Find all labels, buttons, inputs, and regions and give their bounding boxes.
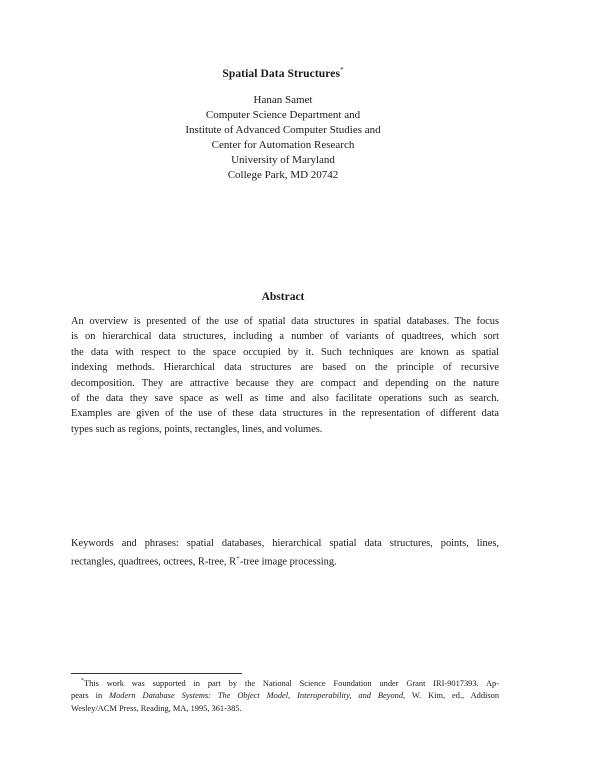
abstract-line: the data with respect to the space occupied by it. Such techniques are known as spatial — [71, 346, 499, 358]
abstract-line: indexing methods. Hierarchical data structures are based on the principle of recursive — [71, 362, 499, 374]
footnote-text: , W. Kim, ed., Addison — [403, 691, 500, 701]
author-block — [0, 93, 566, 183]
abstract-body — [71, 314, 499, 437]
footnote-line — [71, 675, 499, 690]
footnote — [71, 675, 499, 715]
footnote-line: Wesley/ACM Press, Reading, MA, 1995, 361-385. — [71, 703, 242, 713]
author-name: Hanan Samet — [253, 94, 313, 106]
keywords-text: -tree image processing. — [239, 556, 337, 568]
footnote-text: pears in — [71, 691, 110, 701]
abstract-line: Examples are given of the use of these data structures in the representation of different data — [71, 408, 499, 420]
abstract-line: of the data they save space as well as time and also facilitate operations such as search. — [71, 393, 499, 405]
title-footnote-mark: * — [340, 66, 344, 74]
footnote-text: This work was supported in part by the National Science Foundation under Grant IRI-9017393. Ap- — [84, 678, 499, 688]
abstract-line: decomposition. They are attractive because they are compact and depending on the nature — [71, 377, 499, 389]
affiliation-line: Computer Science Department and — [205, 109, 361, 121]
abstract-line: is on hierarchical data structures, including a number of variants of quadtrees, which sort — [71, 331, 499, 343]
abstract-line: types such as regions, points, rectangles, lines, and volumes. — [71, 423, 323, 435]
affiliation-line: College Park, MD 20742 — [227, 169, 339, 181]
keywords-line — [71, 551, 499, 570]
affiliation-line: Institute of Advanced Computer Studies and — [185, 124, 381, 136]
footnote-line — [71, 690, 499, 703]
footnote-rule — [71, 673, 242, 674]
footnote-mark: * — [81, 678, 84, 684]
abstract-line: An overview is presented of the use of spatial data structures in spatial databases. The focus — [71, 316, 499, 327]
paper-title-text: Spatial Data Structures — [222, 67, 341, 80]
abstract-heading: Abstract — [261, 291, 305, 303]
paper-title — [0, 66, 566, 80]
affiliation-line: Center for Automation Research — [211, 139, 355, 151]
keywords-block — [71, 536, 499, 570]
footnote-book-title: Modern Database Systems: The Object Model, Interoperability, and Beyond — [109, 691, 404, 701]
affiliation-line: University of Maryland — [231, 154, 335, 166]
keywords-line: Keywords and phrases: spatial databases, hierarchical spatial data structures, points, lines, — [71, 538, 499, 549]
keywords-superscript: + — [236, 554, 240, 563]
keywords-text: rectangles, quadtrees, octrees, R-tree, R — [71, 556, 237, 568]
